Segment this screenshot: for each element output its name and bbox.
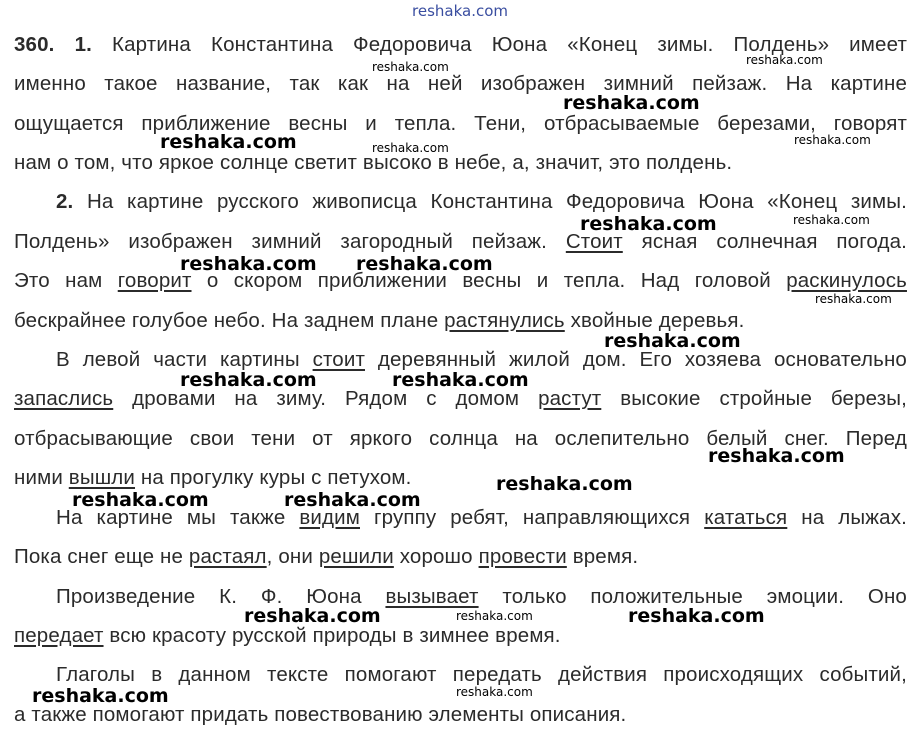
verb-underlined: говорит: [117, 269, 192, 292]
watermark: reshaka.com: [746, 53, 823, 67]
watermark: reshaka.com: [580, 213, 717, 235]
watermark: reshaka.com: [72, 489, 209, 511]
verb-underlined: запаслись: [14, 387, 114, 410]
text-line-11: отбрасывающие свои тени от яркого солнца на ослепительно белый снег. Перед: [14, 427, 907, 450]
watermark: reshaka.com: [628, 605, 765, 627]
text-line-3: ощущается приближение весны и тепла. Тени, отбрасываемые березами, говорят: [14, 112, 907, 135]
watermark: reshaka.com: [32, 685, 169, 707]
watermark: reshaka.com: [604, 330, 741, 352]
text-line-17: Глаголы в данном тексте помогают передать действия происходящих событий,: [56, 663, 907, 686]
watermark: reshaka.com: [815, 292, 892, 306]
text-line-5: 2. На картине русского живописца Константина Федоровича Юона «Конец зимы.: [56, 190, 907, 213]
verb-underlined: Стоит: [565, 230, 623, 253]
watermark: reshaka.com: [180, 369, 317, 391]
verb-underlined: кататься: [704, 506, 788, 529]
text-line-14: Пока снег еще не растаял, они решили хорошо провести время.: [14, 545, 639, 568]
watermark: reshaka.com: [392, 369, 529, 391]
verb-underlined: растут: [538, 387, 602, 410]
text-line-10: запаслись дровами на зиму. Рядом с домом растут высокие стройные березы,: [14, 387, 908, 410]
text-line-2: именно такое название, так как на ней изображен зимний пейзаж. На картине: [14, 72, 907, 95]
watermark: reshaka.com: [356, 253, 493, 275]
verb-underlined: передает: [14, 624, 104, 647]
text-line-18: а также помогают придать повествованию элементы описания.: [14, 703, 627, 726]
watermark: reshaka.com: [180, 253, 317, 275]
watermark: reshaka.com: [456, 609, 533, 623]
text-line-8: бескрайнее голубое небо. На заднем плане растянулись хвойные деревья.: [14, 309, 745, 332]
text-line-6: Полдень» изображен зимний загородный пейзаж. Стоит ясная солнечная погода.: [14, 230, 907, 253]
part-1-label: 1.: [74, 33, 92, 56]
text-line-13: На картине мы также видим группу ребят, направляющихся кататься на лыжах.: [56, 506, 907, 529]
watermark: reshaka.com: [708, 445, 845, 467]
verb-underlined: вышли: [68, 466, 136, 489]
exercise-number: 360.: [14, 33, 55, 56]
text-line-4: нам о том, что яркое солнце светит высоко в небе, а, значит, это полдень.: [14, 151, 733, 174]
watermark-top: reshaka.com: [412, 2, 508, 20]
verb-underlined: раскинулось: [786, 269, 907, 292]
watermark: reshaka.com: [244, 605, 381, 627]
verb-underlined: растянулись: [444, 309, 565, 332]
watermark: reshaka.com: [496, 473, 633, 495]
watermark: reshaka.com: [563, 92, 700, 114]
text-line-15: Произведение К. Ф. Юона вызывает только положительные эмоции. Оно: [56, 585, 907, 608]
watermark: reshaka.com: [372, 141, 449, 155]
text-line-16: передает всю красоту русской природы в зимнее время.: [14, 624, 561, 647]
text-line-1: 360. 1. Картина Константина Федоровича Юона «Конец зимы. Полдень» имеет: [14, 33, 907, 56]
watermark: reshaka.com: [372, 60, 449, 74]
verb-underlined: растаял: [188, 545, 267, 568]
text-line-12: ними вышли на прогулку куры с петухом.: [14, 466, 412, 489]
watermark: reshaka.com: [284, 489, 421, 511]
watermark: reshaka.com: [456, 685, 533, 699]
watermark: reshaka.com: [794, 133, 871, 147]
text-line-9: В левой части картины стоит деревянный жилой дом. Его хозяева основательно: [56, 348, 907, 371]
verb-underlined: провести: [478, 545, 567, 568]
verb-underlined: решили: [318, 545, 394, 568]
text-line-7: Это нам говорит о скором приближении весны и тепла. Над головой раскинулось: [14, 269, 907, 292]
verb-underlined: видим: [299, 506, 360, 529]
watermark: reshaka.com: [160, 131, 297, 153]
verb-underlined: стоит: [312, 348, 365, 371]
verb-underlined: вызывает: [385, 585, 479, 608]
part-2-label: 2.: [56, 190, 74, 213]
watermark: reshaka.com: [793, 213, 870, 227]
